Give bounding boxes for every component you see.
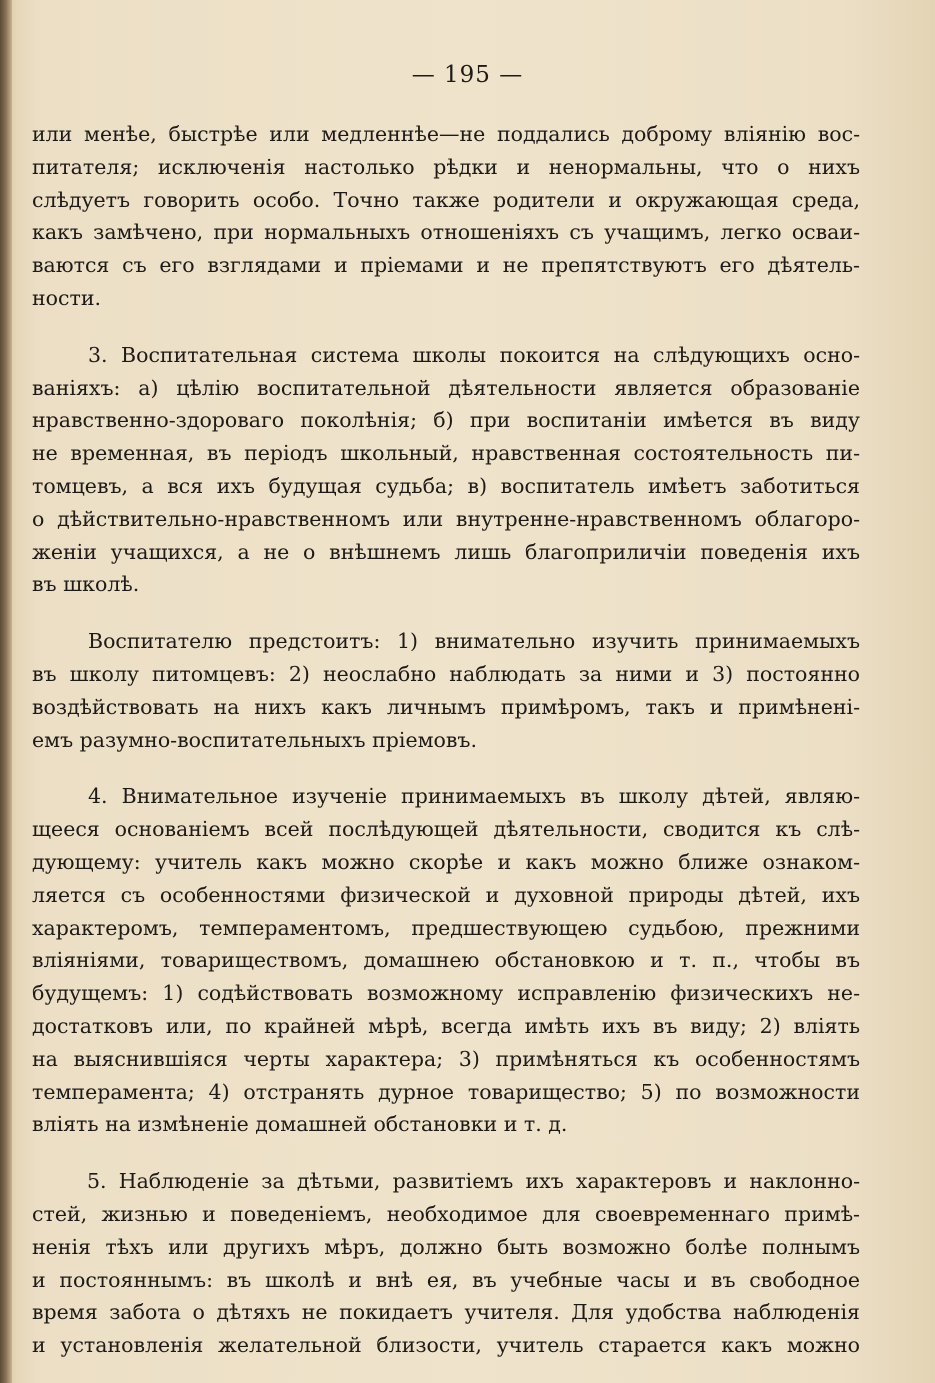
paragraph [32,625,860,756]
page-number: — 195 — [411,62,524,88]
text-line: ляется съ особенностями физической и духовной природы дѣтей, ихъ [32,882,860,907]
text-line: 5. Наблюденіе за дѣтьми, развитіемъ ихъ характеровъ и наклонно- [87,1169,860,1194]
text-line: темперамента; 4) отстранять дурное товарищество; 5) по возможности [32,1079,860,1104]
text-line: томцевъ, а вся ихъ будущая судьба; в) воспитатель имѣетъ заботиться [32,473,860,498]
text-line: и постояннымъ: въ школѣ и внѣ ея, въ учебные часы и въ свободное [32,1267,860,1292]
text-line: воздѣйствовать на нихъ какъ личнымъ примѣромъ, такъ и примѣнені- [32,694,860,719]
page-binding-edge [0,0,12,1383]
text-line: нравственно-здороваго поколѣнія; б) при воспитаніи имѣется въ виду [32,408,860,433]
paragraph [32,780,860,1141]
text-line: не временная, въ періодъ школьный, нравственная состоятельность пи- [32,441,860,466]
text-line: какъ замѣчено, при нормальныхъ отношеніяхъ съ учащимъ, легко осваи- [32,220,860,245]
paragraph [32,1165,860,1362]
text-line: Воспитателю предстоитъ: 1) внимательно изучить принимаемыхъ [88,629,860,654]
text-line: о дѣйствительно-нравственномъ или внутренне-нравственномъ облагоро- [32,506,860,531]
text-line: характеромъ, темпераментомъ, предшествующею судьбою, прежними [32,915,860,940]
text-line: слѣдуетъ говорить особо. Точно также родители и окружающая среда, [32,187,860,212]
text-line: дующему: учитель какъ можно скорѣе и какъ можно ближе ознаком- [32,849,860,874]
paragraph [32,339,860,601]
text-line: въ школу питомцевъ: 2) неослабно наблюдать за ними и 3) постоянно [32,661,860,686]
text-line: вліять на измѣненіе домашней обстановки и т. д. [32,1112,568,1137]
text-line: въ школѣ. [32,572,140,597]
text-line: будущемъ: 1) содѣйствовать возможному исправленію физическихъ не- [32,981,860,1006]
text-line: или менѣе, быстрѣе или медленнѣе—не поддались доброму вліянію вос- [32,122,860,146]
text-line: ности. [32,285,102,310]
text-line: 3. Воспитательная система школы покоится на слѣдующихъ осно- [88,342,860,367]
body-text [32,118,860,1383]
text-line: стей, жизнью и поведеніемъ, необходимое для своевременнаго примѣ- [32,1201,860,1226]
text-line: щееся основаніемъ всей послѣдующей дѣятельности, сводится къ слѣ- [32,817,860,842]
text-line: 4. Внимательное изученіе принимаемыхъ въ школу дѣтей, являю- [88,784,860,809]
text-line: емъ разумно-воспитательныхъ пріемовъ. [32,727,477,752]
text-line: достатковъ или, по крайней мѣрѣ, всегда имѣть ихъ въ виду; 2) вліять [32,1013,860,1038]
text-line: ваніяхъ: а) цѣлію воспитательной дѣятельности является образованіе [32,375,860,400]
text-line: питателя; исключенія настолько рѣдки и ненормальны, что о нихъ [32,154,860,179]
text-line: и установленія желательной близости, учитель старается какъ можно [32,1333,860,1358]
text-line: на выяснившіяся черты характера; 3) примѣняться къ особенностямъ [32,1046,860,1071]
text-line: время забота о дѣтяхъ не покидаетъ учителя. Для удобства наблюденія [32,1300,860,1325]
text-line: ваются съ его взглядами и пріемами и не препятствуютъ его дѣятель- [32,253,860,278]
paragraph [32,118,860,315]
text-line: вліяніями, товариществомъ, домашнею обстановкою и т. п., чтобы въ [32,948,860,973]
text-line: женіи учащихся, а не о внѣшнемъ лишь благоприличіи поведенія ихъ [32,539,860,564]
text-line: ненія тѣхъ или другихъ мѣръ, должно быть возможно болѣе полнымъ [32,1234,860,1259]
